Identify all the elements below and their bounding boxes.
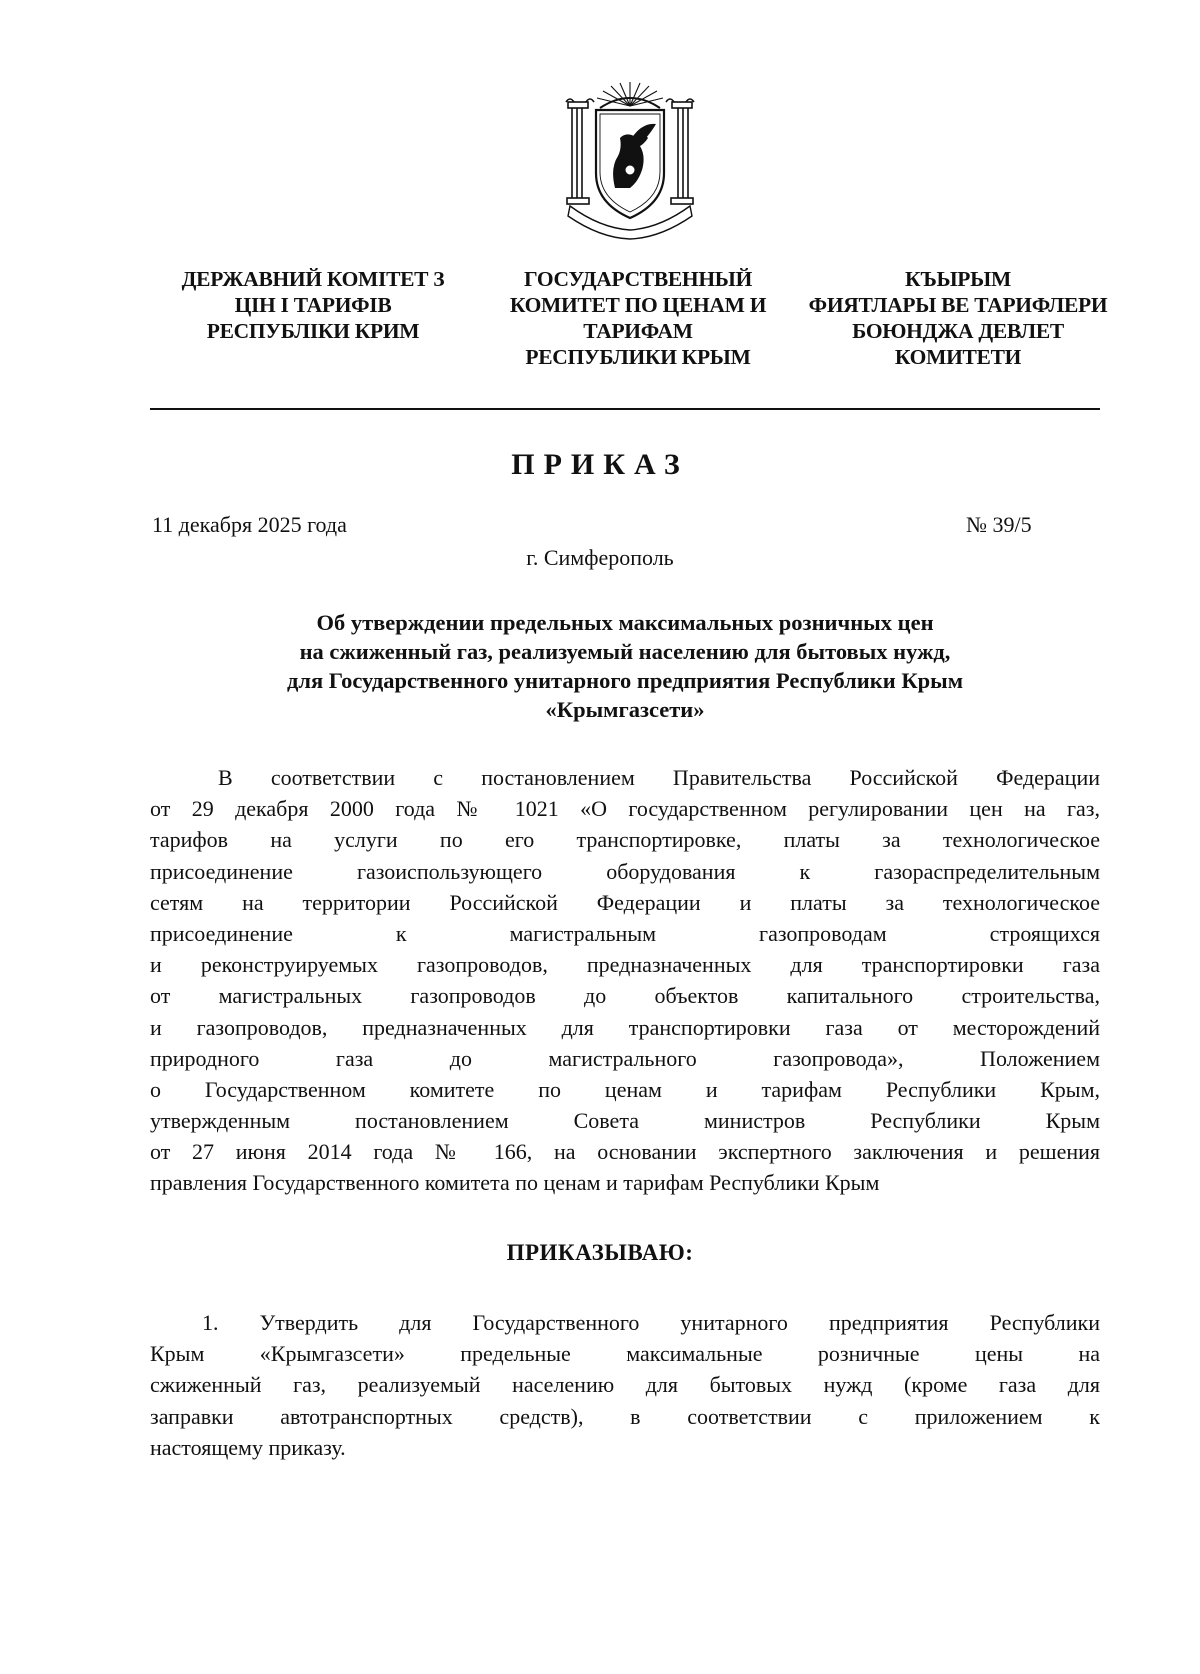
preamble-line: присоединение к магистральным газопроводам строящихся [150,920,1100,946]
item-line: сжиженный газ, реализуемый населению для бытовых нужд (кроме газа для [150,1372,1100,1398]
subject-line: «Крымгазсети» [545,697,705,722]
header-line: КОМИТЕТИ [894,345,1022,369]
header-russian [488,266,788,370]
item-line: настоящему приказу. [150,1434,346,1460]
header-line: РЕСПУБЛИКИ КРЫМ [525,345,751,369]
document-date: 11 декабря 2025 года [152,512,347,537]
item-line: заправки автотранспортных средств), в соответствии с приложением к [150,1403,1100,1429]
header-line: ГОСУДАРСТВЕННЫЙ [523,267,753,291]
order-heading: ПРИКАЗЫВАЮ: [506,1240,694,1265]
item-line: Крым «Крымгазсети» предельные максимальные розничные цены на [150,1341,1100,1367]
header-line: ФИЯТЛАРЫ ВЕ ТАРИФЛЕРИ [808,293,1108,317]
preamble-paragraph [150,762,1100,1199]
preamble-line: от 27 июня 2014 года № 166, на основании экспертного заключения и решения [150,1139,1100,1165]
document-type-title: ПРИКАЗ [511,448,689,481]
document-number: № 39/5 [966,512,1032,537]
subject-line: на сжиженный газ, реализуемый населению для бытовых нужд, [299,639,951,664]
header-crimean-tatar [808,266,1108,370]
document-city: г. Симферополь [526,545,674,570]
preamble-line: тарифов на услуги по его транспортировке, платы за технологическое [150,827,1100,853]
preamble-line: В соответствии с постановлением Правительства Российской Федерации [218,765,1100,790]
header-line: РЕСПУБЛІКИ КРИМ [206,319,420,343]
preamble-line: природного газа до магистрального газопровода», Положением [150,1045,1100,1071]
header-line: ДЕРЖАВНИЙ КОМІТЕТ З [181,267,445,291]
preamble-line: от 29 декабря 2000 года № 1021 «О государственном регулировании цен на газ, [150,796,1100,822]
header-line: ТАРИФАМ [583,319,693,343]
item-line: 1. Утвердить для Государственного унитарного предприятия Республики [202,1310,1100,1335]
subject-line: Об утверждении предельных максимальных розничных цен [316,610,934,635]
preamble-line: от магистральных газопроводов до объектов капитального строительства, [150,983,1100,1009]
preamble-line: и газопроводов, предназначенных для транспортировки газа от месторождений [150,1014,1100,1040]
header-line: КЪЫРЫМ [905,267,1011,291]
preamble-line: утвержденным постановлением Совета министров Республики Крым [150,1108,1100,1134]
preamble-line: присоединение газоиспользующего оборудования к газораспределительным [150,858,1100,884]
order-item-1 [150,1307,1100,1463]
preamble-line: о Государственном комитете по ценам и тарифам Республики Крым, [150,1076,1100,1102]
header-divider [150,408,1100,410]
subject-line: для Государственного унитарного предприятия Республики Крым [286,668,964,693]
header-ukrainian [168,266,458,344]
coat-of-arms-icon [560,78,700,240]
preamble-line: и реконструируемых газопроводов, предназначенных для транспортировки газа [150,952,1100,978]
header-line: ЦІН І ТАРИФІВ [234,293,392,317]
preamble-line: сетям на территории Российской Федерации и платы за технологическое [150,889,1100,915]
preamble-line: правления Государственного комитета по ценам и тарифам Республики Крым [150,1170,880,1196]
header-line: КОМИТЕТ ПО ЦЕНАМ И [509,293,767,317]
header-line: БОЮНДЖА ДЕВЛЕТ [852,319,1064,343]
document-subject [150,608,1100,724]
